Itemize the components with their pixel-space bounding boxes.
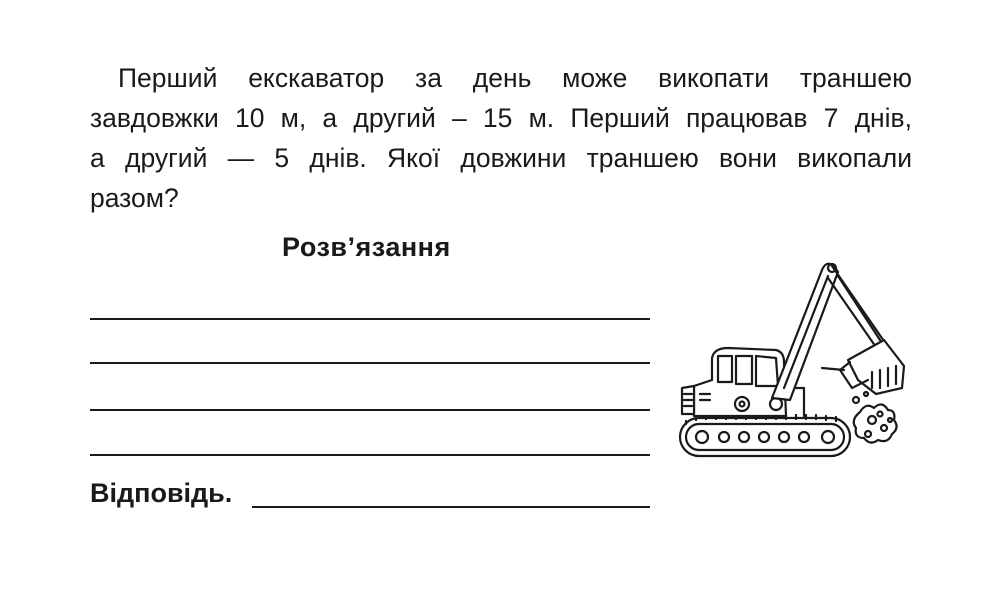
solution-line-3[interactable]: [90, 409, 650, 411]
solution-line-2[interactable]: [90, 362, 650, 364]
solution-heading: Розв’язання: [282, 232, 451, 262]
problem-line-1: Перший екскаватор за день може викопати траншею: [118, 63, 912, 93]
excavator-icon: [672, 248, 908, 470]
problem-line-4: разом?: [90, 183, 179, 213]
answer-blank-line[interactable]: [252, 506, 650, 508]
problem-line-3: а другий — 5 днів. Якої довжини траншею вони викопали: [90, 143, 912, 173]
problem-line-2: завдовжки 10 м, а другий – 15 м. Перший працював 7 днів,: [90, 103, 912, 133]
problem-text: [90, 58, 912, 218]
solution-line-4[interactable]: [90, 454, 650, 456]
solution-line-1[interactable]: [90, 318, 650, 320]
answer-label: Відповідь.: [90, 478, 233, 508]
